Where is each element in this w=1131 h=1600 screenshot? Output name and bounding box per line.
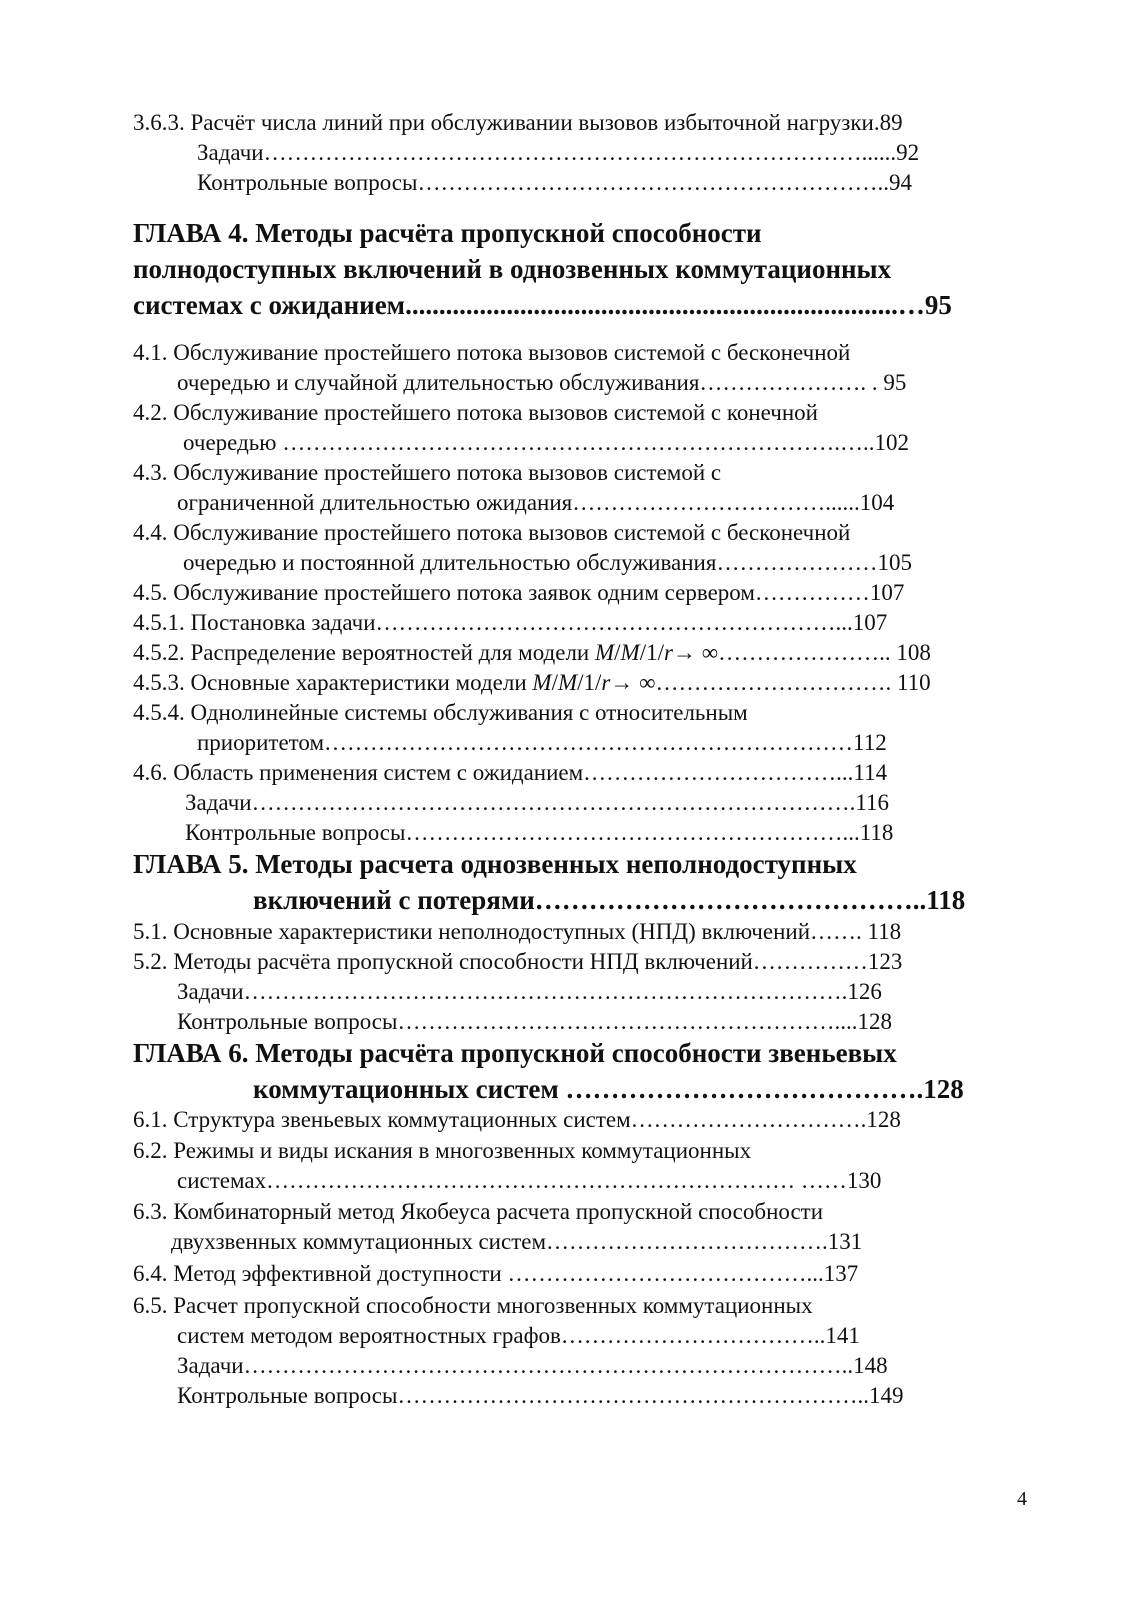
toc-entry-4-1: 4.1. Обслуживание простейшего потока вызовов системой с бесконечной — [133, 340, 851, 365]
toc-entry-5-1: 5.1. Основные характеристики неполнодоступных (НПД) включений……. 118 — [133, 919, 902, 944]
toc-entry-6-4: 6.4. Метод эффективной доступности …………………………………...137 — [133, 1261, 859, 1286]
toc-entry-6-5-cont: систем методом вероятностных графов……………………………..141 — [177, 1323, 860, 1348]
toc-entry-6-2-cont: системах…………………………………………………………… ……130 — [177, 1168, 882, 1193]
toc-entry-4-1-cont: очередью и случайной длительностью обслуживания…………………. . 95 — [177, 370, 907, 395]
toc-entry-questions: Контрольные вопросы……………………………………………………..94 — [197, 170, 912, 195]
toc-entry-tasks-5: Задачи…………………………………………………………………….126 — [177, 979, 882, 1004]
chapter-4-heading-line-2: полнодоступных включений в однозвенных коммутационных — [133, 254, 892, 284]
toc-entry-4-2: 4.2. Обслуживание простейшего потока вызовов системой с конечной — [133, 400, 818, 425]
toc-entry-6-3: 6.3. Комбинаторный метод Якобеуса расчета пропускной способности — [133, 1199, 824, 1224]
toc-entry-tasks-6: Задачи……………………………………………………………………..148 — [177, 1353, 888, 1378]
chapter-4-heading-line-3: системах с ожиданием.........................................................................…95 — [133, 290, 952, 320]
toc-entry-6-3-cont: двухзвенных коммутационных систем……………………………….131 — [171, 1229, 863, 1254]
toc-entry-tasks: Задачи……………………………………………………………………......92 — [197, 140, 920, 165]
chapter-5-heading-line-2: включений с потерями……………………………………..118 — [253, 885, 966, 915]
chapter-6-heading-line-1: ГЛАВА 6. Методы расчёта пропускной способности звеньевых — [133, 1038, 897, 1068]
chapter-6-heading-line-2: коммутационных систем ………………………………….128 — [253, 1074, 964, 1104]
toc-entry-questions-5: Контрольные вопросы…………………………………………………....128 — [177, 1009, 892, 1034]
toc-entry-questions-6: Контрольные вопросы……………………………………………………..149 — [177, 1383, 904, 1408]
toc-entry-4-5-1: 4.5.1. Постановка задачи……………………………………………………...107 — [133, 610, 888, 635]
chapter-4-heading-line-1: ГЛАВА 4. Методы расчёта пропускной способности — [133, 218, 762, 248]
toc-entry-4-2-cont: очередью ……………………………………………………………….…..102 — [183, 430, 909, 455]
toc-entry-5-2: 5.2. Методы расчёта пропускной способности НПД включений……………123 — [133, 949, 903, 974]
toc-entry-questions-4: Контрольные вопросы…………………………………………………...118 — [185, 820, 894, 845]
page-number: 4 — [1017, 1488, 1027, 1510]
toc-entry-4-5-2: 4.5.2. Распределение вероятностей для модели M/M/1/r→ ∞………………….. 108 — [133, 640, 931, 665]
toc-entry-4-5-4: 4.5.4. Однолинейные системы обслуживания с относительным — [133, 700, 748, 725]
toc-entry-6-2: 6.2. Режимы и виды искания в многозвенных коммутационных — [133, 1138, 752, 1163]
toc-entry-6-5: 6.5. Расчет пропускной способности многозвенных коммутационных — [133, 1293, 813, 1318]
toc-entry-4-4: 4.4. Обслуживание простейшего потока вызовов системой с бесконечной — [133, 520, 851, 545]
chapter-5-heading-line-1: ГЛАВА 5. Методы расчета однозвенных неполнодоступных — [133, 849, 857, 879]
toc-entry-6-1: 6.1. Структура звеньевых коммутационных систем………………………….128 — [133, 1107, 901, 1132]
toc-entry-4-5-4-cont: приоритетом……………………………………………………………112 — [197, 730, 887, 755]
toc-entry-4-4-cont: очередью и постоянной длительностью обслуживания…………………105 — [183, 550, 912, 575]
toc-entry-4-3-cont: ограниченной длительностью ожидания……………………………......104 — [177, 490, 895, 515]
toc-entry-4-5: 4.5. Обслуживание простейшего потока заявок одним сервером……………107 — [133, 580, 905, 605]
toc-entry-tasks-4: Задачи…………………………………………………………………….116 — [185, 790, 889, 815]
toc-entry-4-5-3: 4.5.3. Основные характеристики модели M/M/1/r→ ∞…………………………. 110 — [133, 670, 931, 695]
toc-entry-4-3: 4.3. Обслуживание простейшего потока вызовов системой с — [133, 460, 722, 485]
toc-entry-4-6: 4.6. Область применения систем с ожиданием……………………………...114 — [133, 760, 888, 785]
toc-entry-3-6-3: 3.6.3. Расчёт числа линий при обслуживании вызовов избыточной нагрузки.89 — [133, 110, 903, 135]
